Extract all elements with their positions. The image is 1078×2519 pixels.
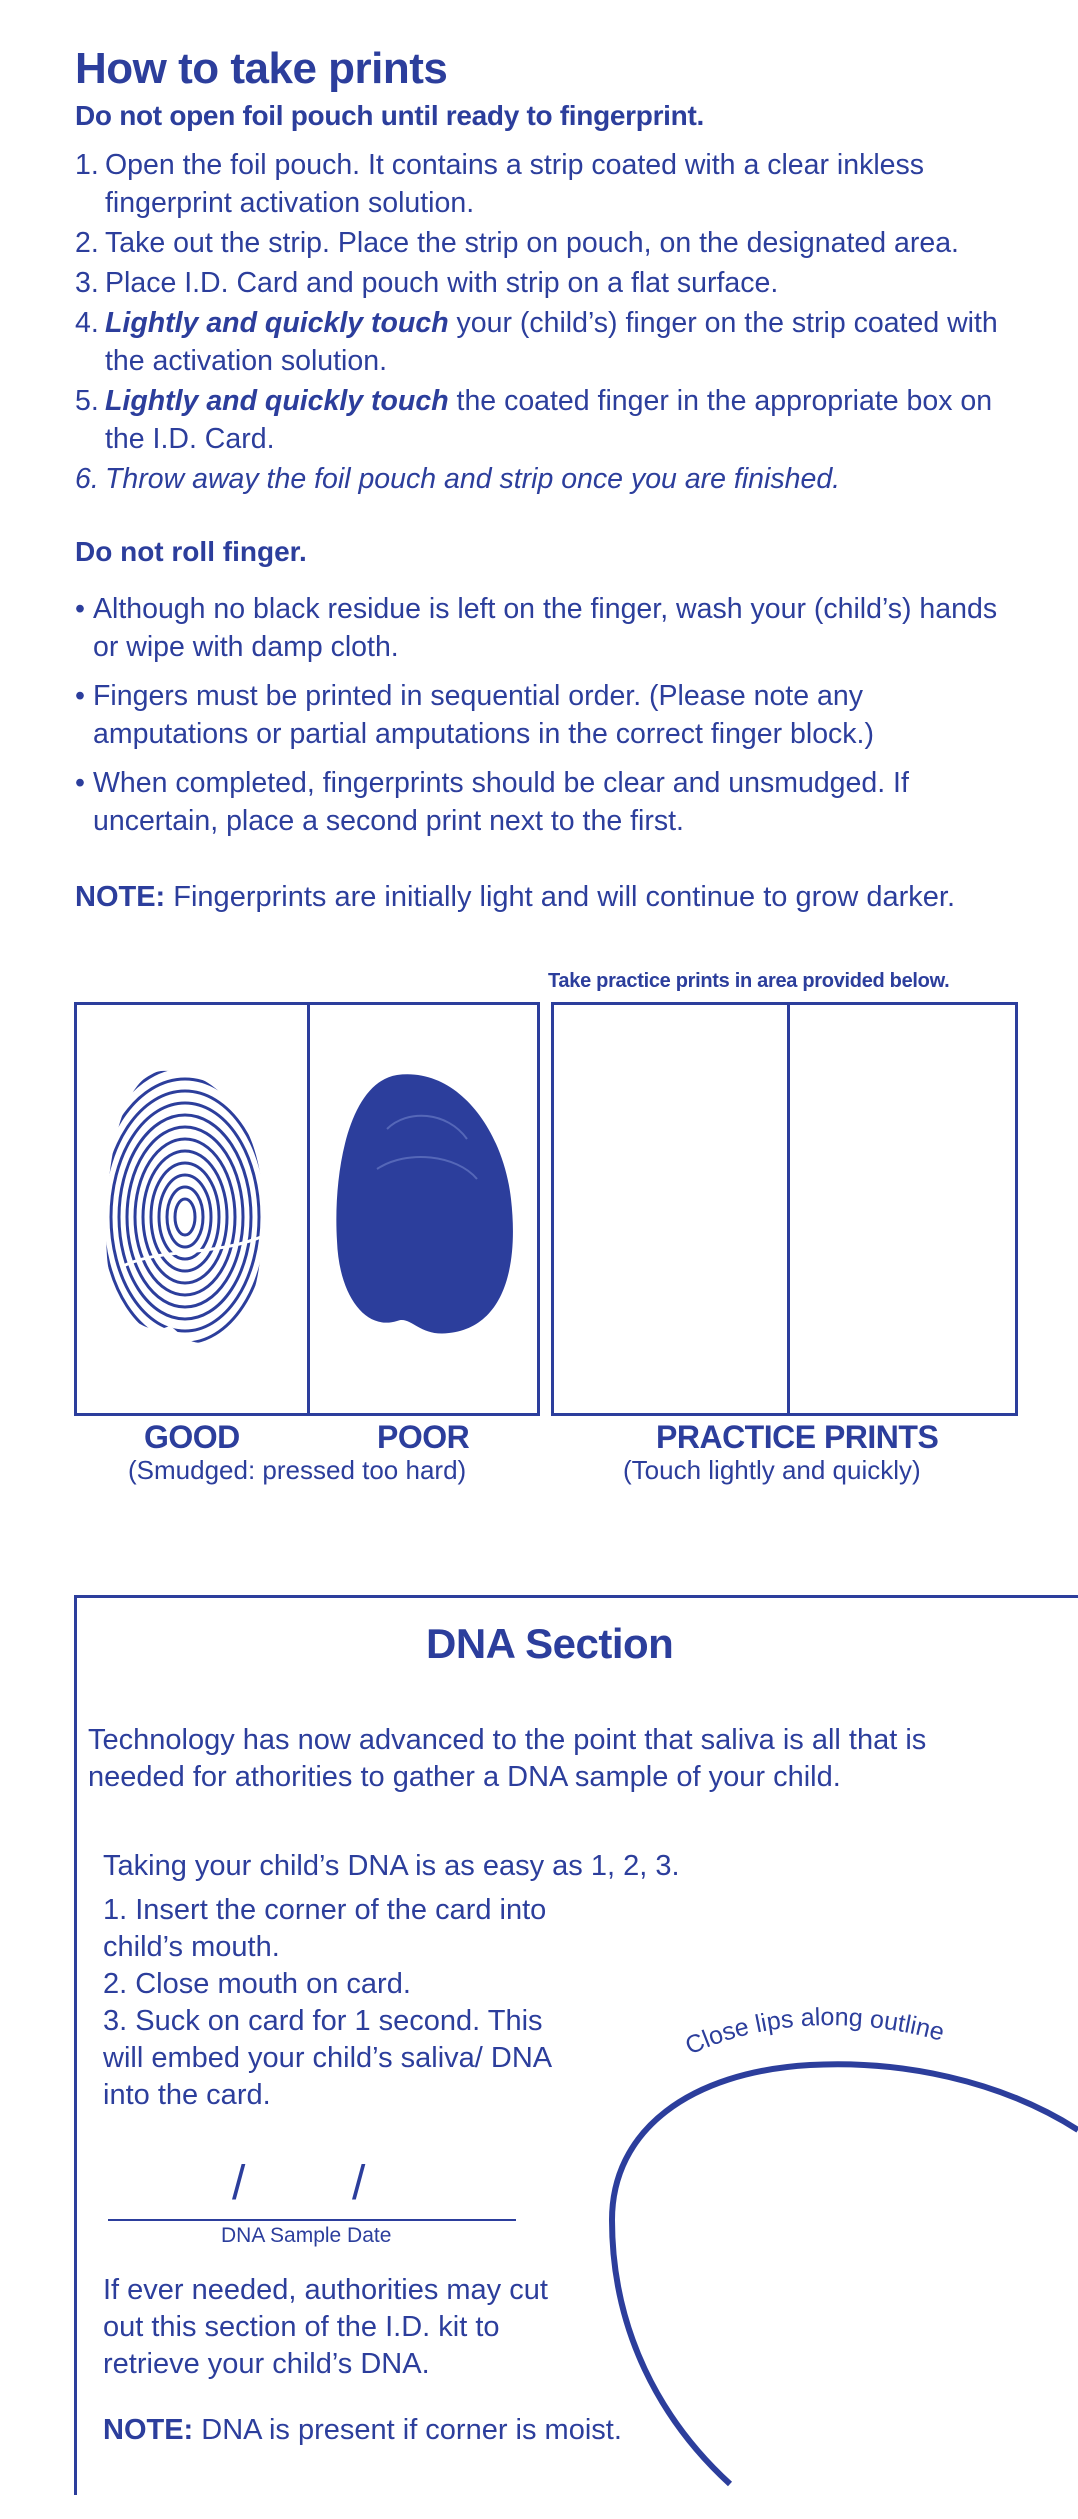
dna-note-text: DNA is present if corner is moist.	[193, 2414, 622, 2446]
bullet-icon: •	[75, 593, 85, 625]
step-number: 6.	[75, 463, 99, 495]
practice-prints-box	[551, 1002, 1018, 1416]
good-fingerprint-icon	[101, 1067, 271, 1347]
dna-steps	[103, 1892, 583, 2114]
step-6	[75, 460, 1025, 498]
dna-date-line[interactable]	[108, 2219, 516, 2221]
practice-print-slot-2[interactable]	[791, 1005, 1015, 1413]
step-number: 4.	[75, 307, 99, 339]
step-text: Throw away the foil pouch and strip once you are finished.	[105, 463, 841, 495]
practice-print-slot-1[interactable]	[554, 1005, 784, 1413]
tips-list	[75, 590, 1025, 851]
instruction-steps	[75, 146, 1025, 500]
date-slash-2: /	[352, 2157, 366, 2210]
note-text: Fingerprints are initially light and will continue to grow darker.	[165, 881, 956, 913]
dna-cutout-text: If ever needed, authorities may cut out this section of the I.D. kit to retrieve your child’s DNA.	[103, 2274, 548, 2380]
dna-step: 2. Close mouth on card.	[103, 1968, 411, 2000]
step-text: Place I.D. Card and pouch with strip on a flat surface.	[105, 267, 779, 299]
tip-text: When completed, fingerprints should be clear and unsmudged. If uncertain, place a second print next to the first.	[93, 767, 909, 837]
note-label: NOTE:	[75, 881, 166, 913]
dna-step: 1. Insert the corner of the card into child’s mouth.	[103, 1894, 547, 1963]
example-prints-box	[74, 1002, 540, 1416]
step-1	[75, 146, 1025, 222]
practice-caption: Take practice prints in area provided below.	[548, 970, 950, 992]
step-3	[75, 264, 1025, 302]
poor-description: (Smudged: pressed too hard)	[128, 1455, 467, 1485]
step-number: 5.	[75, 385, 99, 417]
warning-subtitle: Do not open foil pouch until ready to fingerprint.	[75, 100, 704, 131]
box-divider	[307, 1005, 310, 1413]
dna-section-title: DNA Section	[426, 1620, 674, 1667]
dna-easy-text: Taking your child’s DNA is as easy as 1, 2, 3.	[103, 1850, 680, 1882]
bullet-icon: •	[75, 767, 85, 799]
step-text: the coated finger in the appropriate box on the I.D. Card.	[105, 385, 993, 455]
practice-description: (Touch lightly and quickly)	[623, 1455, 921, 1485]
step-2	[75, 224, 1025, 262]
dna-date-label: DNA Sample Date	[221, 2224, 392, 2247]
step-text: Open the foil pouch. It contains a strip coated with a clear inkless fingerprint activation solution.	[105, 149, 925, 219]
step-number: 3.	[75, 267, 99, 299]
step-text: Take out the strip. Place the strip on pouch, on the designated area.	[105, 227, 959, 259]
box-divider	[787, 1005, 790, 1413]
good-label: GOOD	[144, 1419, 240, 1455]
step-number: 1.	[75, 149, 99, 181]
lips-label-path: Close lips along outline	[681, 2003, 948, 2061]
no-roll-warning: Do not roll finger.	[75, 536, 307, 567]
date-slash-1: /	[232, 2157, 246, 2210]
dna-step: 3. Suck on card for 1 second. This will embed your child’s saliva/ DNA into the card.	[103, 2005, 551, 2111]
tip-text: Although no black residue is left on the finger, wash your (child’s) hands or wipe with damp cloth.	[93, 593, 998, 663]
page-title: How to take prints	[75, 44, 448, 93]
step-emphasis: Lightly and quickly touch	[105, 307, 449, 339]
step-4	[75, 304, 1025, 380]
darkening-note	[75, 882, 975, 912]
poor-fingerprint-icon	[327, 1069, 527, 1339]
tip-item	[75, 764, 1025, 840]
step-5	[75, 382, 1025, 458]
tip-item	[75, 590, 1025, 666]
dna-note-label: NOTE:	[103, 2414, 194, 2446]
tip-text: Fingers must be printed in sequential order. (Please note any amputations or partial amputations in the correct finger block.)	[93, 680, 874, 750]
bullet-icon: •	[75, 680, 85, 712]
step-text: your (child’s) finger on the strip coated with the activation solution.	[105, 307, 998, 377]
tip-item	[75, 677, 1025, 753]
poor-label: POOR	[377, 1419, 470, 1455]
step-number: 2.	[75, 227, 99, 259]
dna-intro: Technology has now advanced to the point that saliva is all that is needed for athorities to gather a DNA sample of your child.	[88, 1724, 927, 1793]
dna-note	[103, 2414, 622, 2447]
step-emphasis: Lightly and quickly touch	[105, 385, 449, 417]
practice-label: PRACTICE PRINTS	[656, 1419, 939, 1455]
